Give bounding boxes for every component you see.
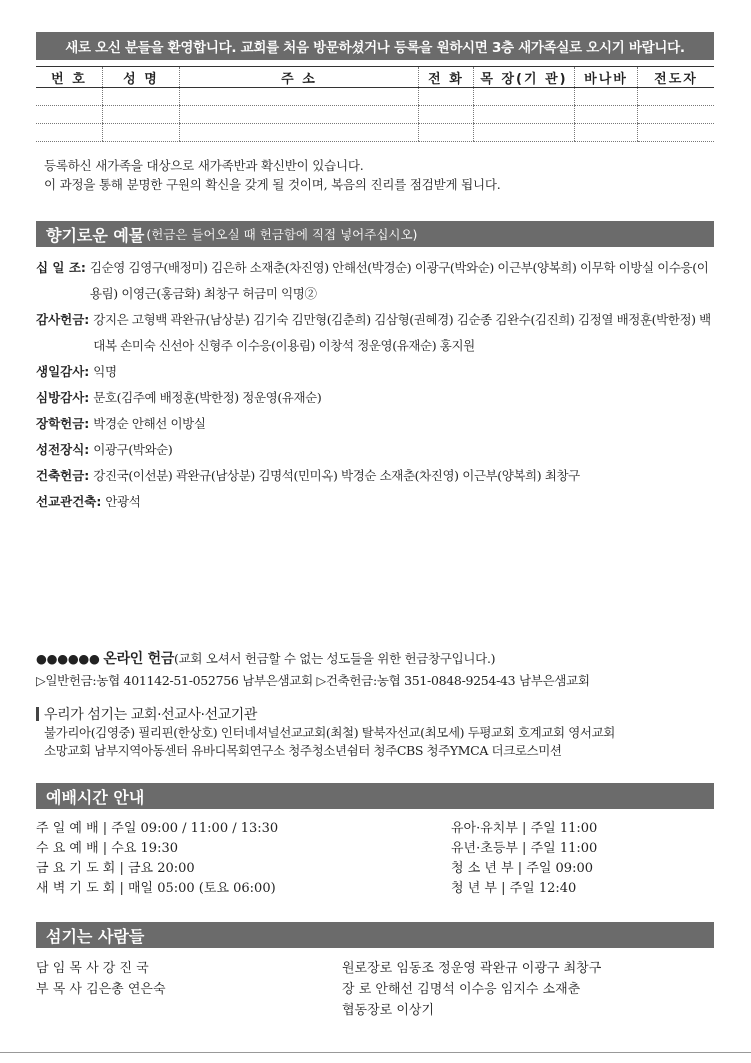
online-desc: (교회 오셔서 헌금할 수 없는 성도들을 위한 헌금창구입니다.) [174, 651, 496, 666]
mission-section [36, 706, 615, 760]
staff-right-column [342, 958, 601, 1021]
mission-line: 소망교회 남부지역아동센터 유바디목회연구소 청주청소년쉼터 청주CBS 청주YMCA 더크로스미션 [44, 743, 562, 758]
mission-title-line [36, 706, 615, 724]
worship-title: 예배시간 안내 [46, 787, 145, 807]
welcome-banner: 새로 오신 분들을 환영합니다. 교회를 처음 방문하셨거나 등록을 원하시면 3층 새가족실로 오시기 바랍니다. [36, 32, 714, 60]
dots-icon: ●●●●●● [36, 651, 100, 666]
col-barnabas: 바나바 [575, 67, 638, 88]
online-title: 온라인 헌금 [103, 651, 175, 667]
col-number: 번 호 [36, 67, 103, 88]
offering-label: 장학헌금: [36, 416, 90, 431]
note-line: 등록하신 새가족을 대상으로 새가족반과 확신반이 있습니다. [44, 158, 364, 173]
mission-title: 우리가 섬기는 교회·선교사·선교기관 [44, 707, 258, 723]
offering-label: 생일감사: [36, 364, 90, 379]
table-row [36, 88, 714, 106]
offering-row-tithe [36, 255, 716, 307]
worship-item: 유년·초등부 | 주일 11:00 [451, 841, 598, 856]
col-group: 목 장(기 관) [474, 67, 575, 88]
worship-item: 수 요 예 배 | 수요 19:30 [36, 841, 178, 856]
online-title-line [36, 648, 590, 670]
offering-row-scholarship [36, 411, 716, 437]
offering-header [36, 221, 714, 247]
offering-label: 성전장식: [36, 442, 90, 457]
offering-label: 심방감사: [36, 390, 90, 405]
offering-label: 감사헌금: [36, 312, 90, 327]
offering-title: 향기로운 예물 [46, 225, 145, 245]
staff-left-column [36, 958, 166, 1000]
offering-names: 안광석 [105, 494, 141, 509]
col-evangelist: 전도자 [638, 67, 715, 88]
offering-names: 강지은 고형백 곽완규(남상분) 김기숙 김만형(김춘희) 김삼형(권혜경) 김순종 김완수(김진희) 김정열 배정훈(박한정) 백대복 손미숙 신선아 신형주 이수응(이용림) 이창석 정운영(유재순) 홍지원 [93, 312, 711, 353]
worship-item: 청 소 년 부 | 주일 09:00 [451, 861, 593, 876]
bottom-divider [0, 1052, 751, 1053]
staff-title: 섬기는 사람들 [46, 926, 145, 946]
offering-names: 강진국(이선분) 곽완규(남상분) 김명석(민미옥) 박경순 소재춘(차진영) 이근부(양복희) 최창구 [93, 468, 580, 483]
newcomer-notes [44, 156, 501, 194]
offering-subtitle: (헌금은 들어오실 때 헌금함에 직접 넣어주십시오) [146, 227, 418, 242]
worship-right-column [451, 819, 597, 899]
staff-item: 담 임 목 사 강 진 국 [36, 961, 149, 976]
staff-item: 장 로 안해선 김명석 이수응 임지수 소재춘 [342, 982, 581, 997]
offering-label: 건축헌금: [36, 468, 90, 483]
bank-accounts: ▷일반헌금:농협 401142-51-052756 남부은샘교회 ▷건축헌금:농협 351-0848-9254-43 남부은샘교회 [36, 673, 590, 688]
offering-names: 박경순 안해선 이방실 [93, 416, 206, 431]
staff-header [36, 922, 714, 948]
worship-item: 금 요 기 도 회 | 금요 20:00 [36, 861, 195, 876]
offering-row-visit [36, 385, 716, 411]
offering-row-thanks [36, 307, 716, 359]
table-header-row [36, 67, 714, 88]
offering-names: 이광구(박와순) [93, 442, 173, 457]
offering-names: 김순영 김영구(배정미) 김은하 소재춘(차진영) 안해선(박경순) 이광구(박와순) 이근부(양복희) 이무학 이방실 이수응(이용림) 이영근(홍금화) 최창구 허금미 익명② [89, 260, 709, 301]
table-row [36, 124, 714, 142]
worship-item: 새 벽 기 도 회 | 매일 05:00 (토요 06:00) [36, 881, 276, 896]
offering-row-decoration [36, 437, 716, 463]
registration-table [36, 66, 714, 142]
note-line: 이 과정을 통해 분명한 구원의 확신을 갖게 될 것이며, 복음의 진리를 점검받게 됩니다. [44, 177, 501, 192]
staff-item: 원로장로 임동조 정운영 곽완규 이광구 최창구 [342, 961, 602, 976]
offering-names: 익명 [93, 364, 117, 379]
bar-icon [36, 707, 39, 721]
worship-left-column [36, 819, 278, 899]
table-row [36, 106, 714, 124]
offering-list [36, 255, 716, 515]
worship-item: 유아·유치부 | 주일 11:00 [451, 821, 598, 836]
offering-label: 선교관건축: [36, 494, 102, 509]
col-address: 주 소 [180, 67, 419, 88]
offering-row-birthday [36, 359, 716, 385]
worship-header [36, 783, 714, 809]
col-phone: 전 화 [419, 67, 474, 88]
offering-row-mission-building [36, 489, 716, 515]
staff-item: 부 목 사 김은총 연은숙 [36, 982, 166, 997]
worship-item: 청 년 부 | 주일 12:40 [451, 881, 577, 896]
staff-item: 협동장로 이상기 [342, 1003, 435, 1018]
worship-item: 주 일 예 배 | 주일 09:00 / 11:00 / 13:30 [36, 821, 279, 836]
offering-label: 십 일 조: [36, 260, 86, 275]
online-offering [36, 648, 590, 691]
mission-line: 불가리아(김영중) 필리핀(한상호) 인터네셔널선교교회(최철) 탈북자선교(최모세) 두평교회 호계교회 영서교회 [44, 725, 615, 740]
offering-row-building [36, 463, 716, 489]
offering-names: 문호(김주예 배정훈(박한정) 정운영(유재순) [93, 390, 322, 405]
col-name: 성 명 [103, 67, 180, 88]
